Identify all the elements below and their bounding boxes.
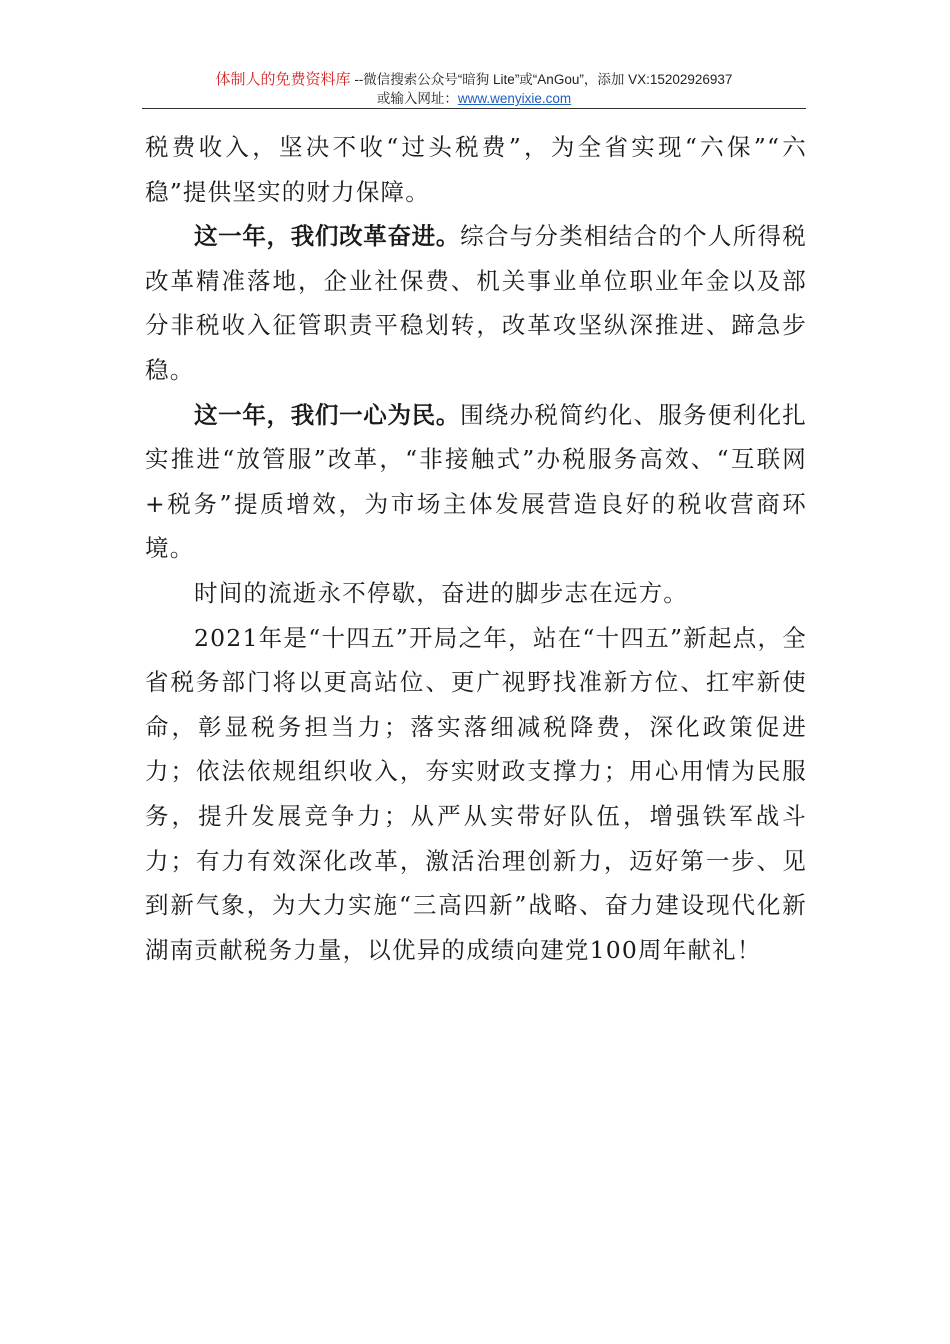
paragraph-5	[145, 616, 807, 973]
paragraph-3-text: 围绕办税简约化、服务便利化扎实推进“放管服”改革，“非接触式”办税服务高效、“互联网+税务”提质增效，为市场主体发展营造良好的税收营商环境。	[145, 400, 807, 563]
paragraph-4	[145, 571, 807, 616]
header-brand: 体制人的免费资料库	[215, 71, 351, 88]
paragraph-2-text: 综合与分类相结合的个人所得税改革精准落地，企业社保费、机关事业单位职业年金以及部分非税收入征管职责平稳划转，改革攻坚纵深推进、蹄急步稳。	[145, 222, 807, 384]
paragraph-4-text: 时间的流逝永不停歇，奋进的脚步志在远方。	[194, 578, 688, 607]
paragraph-2	[145, 214, 807, 392]
document-body	[145, 125, 807, 972]
paragraph-3	[145, 393, 807, 571]
paragraph-1	[145, 125, 807, 214]
header-url-prefix: 或输入网址：	[376, 91, 458, 106]
header-line-2	[142, 89, 806, 108]
header-url-link[interactable]: www.wenyixie.com	[457, 91, 572, 106]
header-divider	[142, 108, 806, 109]
paragraph-5-text: 2021年是“十四五”开局之年，站在“十四五”新起点，全省税务部门将以更高站位、更广视野找准新方位、扛牢新使命，彰显税务担当力；落实落细减税降费，深化政策促进力；依法依规组织收入，夯实财政支撑力；用心用情为民服务，提升发展竞争力；从严从实带好队伍，增强铁军战斗力；有力有效深化改革，激活治理创新力，迈好第一步、见到新气象，为大力实施“三高四新”战略、奋力建设现代化新湖南贡献税务力量，以优异的成绩向建党100周年献礼！	[145, 623, 807, 964]
header-note: --微信搜索公众号“暗狗 Lite”或“AnGou”，添加 VX:15202926937	[350, 72, 733, 87]
header-line-1	[142, 70, 806, 89]
paragraph-1-text: 税费收入，坚决不收“过头税费”，为全省实现“六保”“六稳”提供坚实的财力保障。	[145, 133, 807, 206]
paragraph-3-lead: 这一年，我们一心为民。	[194, 400, 461, 429]
page-header	[142, 70, 806, 108]
paragraph-2-lead: 这一年，我们改革奋进。	[194, 222, 461, 251]
